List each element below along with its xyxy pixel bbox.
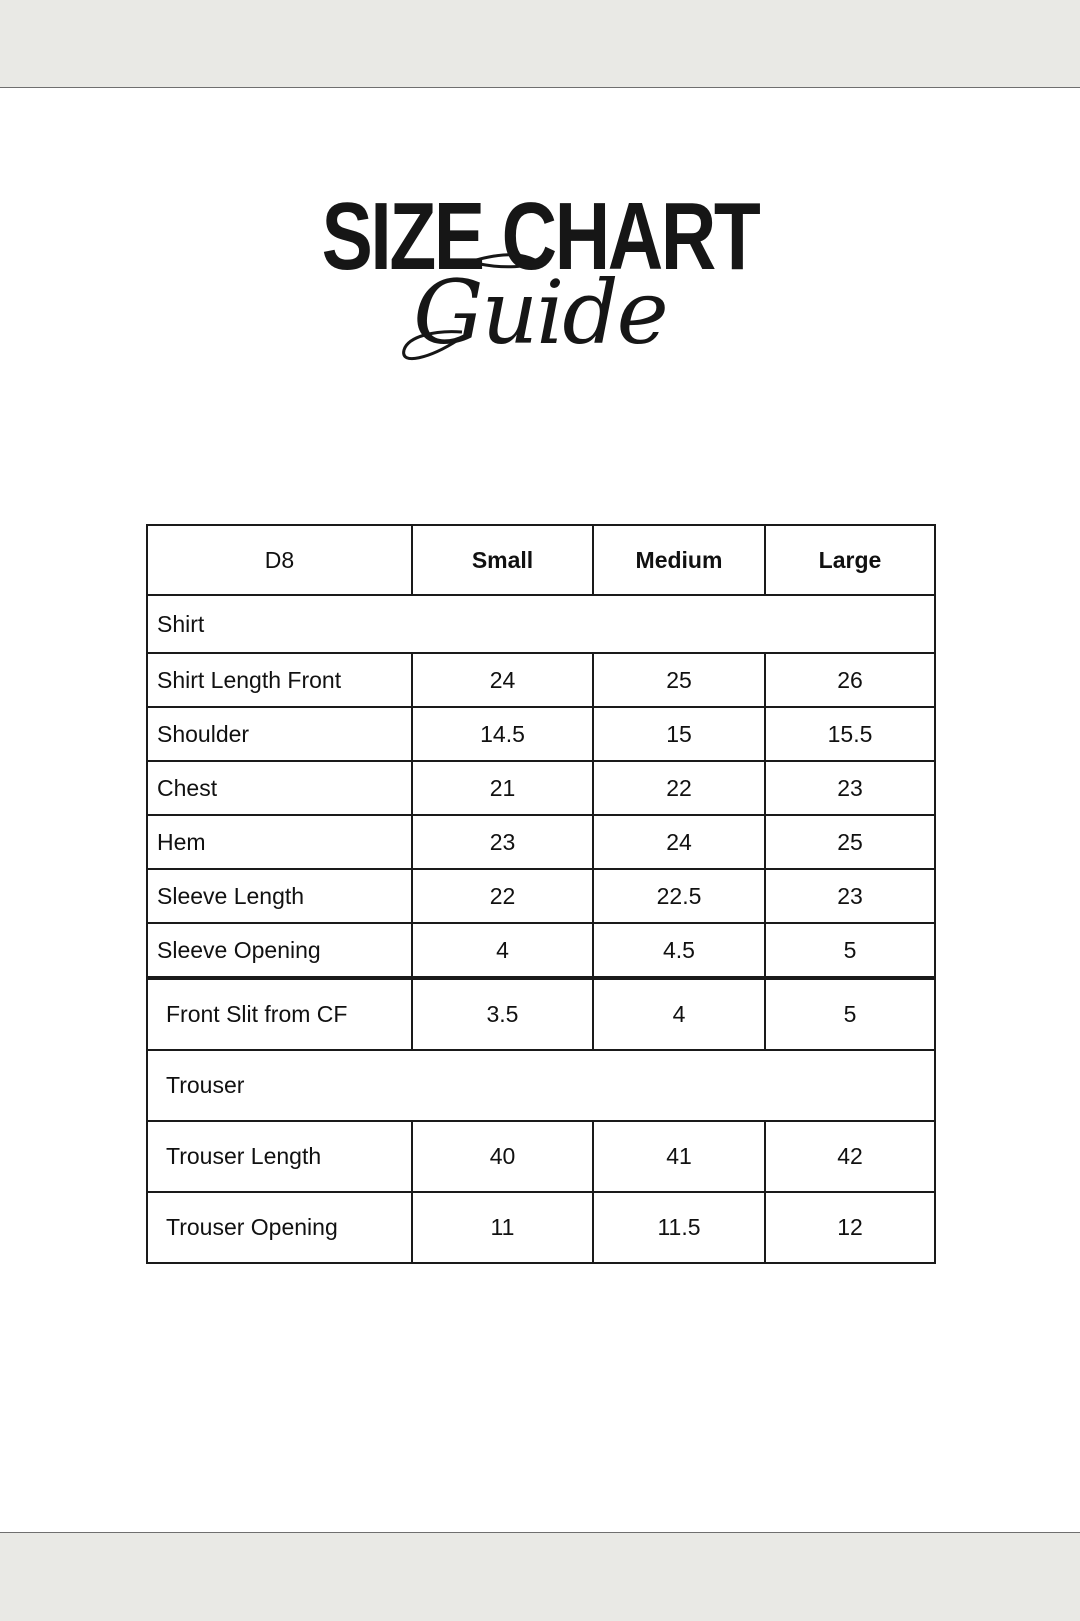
value-small: 3.5 bbox=[412, 978, 593, 1050]
measurement-label: Trouser Length bbox=[147, 1121, 412, 1192]
value-small: 22 bbox=[412, 869, 593, 923]
value-large: 15.5 bbox=[765, 707, 935, 761]
page-heading bbox=[0, 180, 1080, 380]
measurement-label: Hem bbox=[147, 815, 412, 869]
table-row bbox=[147, 707, 935, 761]
table-row bbox=[147, 653, 935, 707]
header-size-small: Small bbox=[412, 525, 593, 595]
value-large: 26 bbox=[765, 653, 935, 707]
measurement-label: Shirt Length Front bbox=[147, 653, 412, 707]
table-row bbox=[147, 761, 935, 815]
value-small: 23 bbox=[412, 815, 593, 869]
group-row-shirt bbox=[147, 595, 935, 653]
header-size-large: Large bbox=[765, 525, 935, 595]
bottom-band bbox=[0, 1532, 1080, 1621]
value-large: 5 bbox=[765, 923, 935, 978]
value-large: 12 bbox=[765, 1192, 935, 1263]
table-row bbox=[147, 869, 935, 923]
table-header-row bbox=[147, 525, 935, 595]
heading-subtitle-script: Guide bbox=[413, 261, 667, 364]
table-row bbox=[147, 815, 935, 869]
table-row bbox=[147, 1121, 935, 1192]
group-label: Shirt bbox=[147, 595, 935, 653]
value-small: 11 bbox=[412, 1192, 593, 1263]
value-medium: 24 bbox=[593, 815, 765, 869]
measurement-label: Chest bbox=[147, 761, 412, 815]
measurement-label: Front Slit from CF bbox=[147, 978, 412, 1050]
measurement-label: Shoulder bbox=[147, 707, 412, 761]
value-medium: 15 bbox=[593, 707, 765, 761]
value-medium: 22.5 bbox=[593, 869, 765, 923]
heading-title: SIZE CHART bbox=[321, 183, 759, 290]
script-swash bbox=[0, 180, 1080, 380]
value-medium: 11.5 bbox=[593, 1192, 765, 1263]
value-small: 21 bbox=[412, 761, 593, 815]
group-label: Trouser bbox=[147, 1050, 935, 1121]
value-small: 40 bbox=[412, 1121, 593, 1192]
value-small: 14.5 bbox=[412, 707, 593, 761]
value-large: 25 bbox=[765, 815, 935, 869]
group-row-trouser bbox=[147, 1050, 935, 1121]
value-medium: 22 bbox=[593, 761, 765, 815]
value-large: 5 bbox=[765, 978, 935, 1050]
size-chart-table bbox=[146, 524, 936, 1264]
value-medium: 25 bbox=[593, 653, 765, 707]
measurement-label: Trouser Opening bbox=[147, 1192, 412, 1263]
measurement-label: Sleeve Length bbox=[147, 869, 412, 923]
value-medium: 41 bbox=[593, 1121, 765, 1192]
value-medium: 4.5 bbox=[593, 923, 765, 978]
value-large: 23 bbox=[765, 761, 935, 815]
value-large: 23 bbox=[765, 869, 935, 923]
table-row bbox=[147, 923, 935, 978]
value-large: 42 bbox=[765, 1121, 935, 1192]
top-band bbox=[0, 0, 1080, 88]
table-row bbox=[147, 978, 935, 1050]
measurement-label: Sleeve Opening bbox=[147, 923, 412, 978]
value-small: 4 bbox=[412, 923, 593, 978]
table-row bbox=[147, 1192, 935, 1263]
header-size-medium: Medium bbox=[593, 525, 765, 595]
value-small: 24 bbox=[412, 653, 593, 707]
value-medium: 4 bbox=[593, 978, 765, 1050]
corner-label: D8 bbox=[147, 525, 412, 595]
